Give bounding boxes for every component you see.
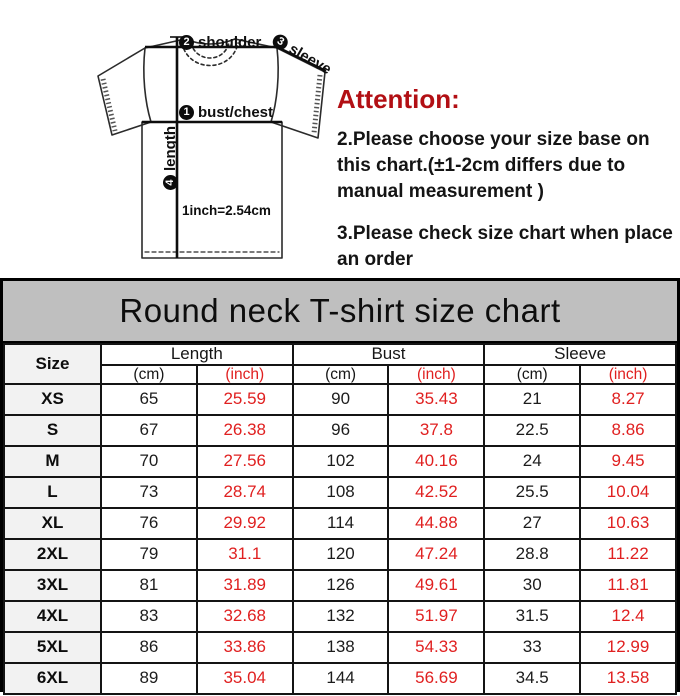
bust-inch-cell: 49.61 xyxy=(388,570,484,601)
length-inch-cell: 28.74 xyxy=(197,477,293,508)
sleeve-cm-cell: 34.5 xyxy=(484,663,580,694)
sleeve-cm-cell: 30 xyxy=(484,570,580,601)
sleeve-inch-cell: 8.86 xyxy=(580,415,676,446)
sleeve-cm-cell: 33 xyxy=(484,632,580,663)
sleeve-cm-cell: 27 xyxy=(484,508,580,539)
circle-number-1: 1 xyxy=(179,105,194,120)
sleeve-inch-cell: 10.04 xyxy=(580,477,676,508)
shoulder-label-text: shoulder xyxy=(198,34,262,51)
size-cell: 2XL xyxy=(4,539,101,570)
length-inch-cell: 29.92 xyxy=(197,508,293,539)
bust-cm-cell: 90 xyxy=(293,384,389,415)
bust-cm-cell: 108 xyxy=(293,477,389,508)
size-cell: 4XL xyxy=(4,601,101,632)
size-table-body xyxy=(4,384,676,694)
sleeve-inch-cell: 10.63 xyxy=(580,508,676,539)
size-cell: M xyxy=(4,446,101,477)
bust-inch-cell: 35.43 xyxy=(388,384,484,415)
attention-heading: Attention: xyxy=(337,84,460,114)
table-row xyxy=(4,570,676,601)
length-inch-cell: 27.56 xyxy=(197,446,293,477)
length-cm-cell: 76 xyxy=(101,508,197,539)
table-row xyxy=(4,601,676,632)
bust-inch-cell: 51.97 xyxy=(388,601,484,632)
bust-cm-cell: 114 xyxy=(293,508,389,539)
table-row xyxy=(4,663,676,694)
sleeve-cm-cell: 25.5 xyxy=(484,477,580,508)
unit-header-bust-cm: (cm) xyxy=(293,365,389,384)
length-inch-cell: 32.68 xyxy=(197,601,293,632)
size-cell: 5XL xyxy=(4,632,101,663)
bust-cm-cell: 138 xyxy=(293,632,389,663)
size-table xyxy=(3,343,677,695)
size-cell: L xyxy=(4,477,101,508)
col-header-length: Length xyxy=(101,344,293,365)
unit-header-sleeve-cm: (cm) xyxy=(484,365,580,384)
length-measure-label xyxy=(161,118,179,198)
col-header-sleeve: Sleeve xyxy=(484,344,676,365)
sleeve-cm-cell: 31.5 xyxy=(484,601,580,632)
length-cm-cell: 70 xyxy=(101,446,197,477)
sleeve-inch-cell: 11.81 xyxy=(580,570,676,601)
sleeve-cm-cell: 28.8 xyxy=(484,539,580,570)
size-table-header xyxy=(4,344,676,384)
bust-inch-cell: 47.24 xyxy=(388,539,484,570)
length-cm-cell: 79 xyxy=(101,539,197,570)
bust-inch-cell: 40.16 xyxy=(388,446,484,477)
table-row xyxy=(4,539,676,570)
circle-number-3: 3 xyxy=(270,32,290,52)
table-row xyxy=(4,477,676,508)
shoulder-measure-label xyxy=(179,34,261,51)
unit-header-length-cm: (cm) xyxy=(101,365,197,384)
sleeve-cm-cell: 22.5 xyxy=(484,415,580,446)
length-cm-cell: 67 xyxy=(101,415,197,446)
sleeve-inch-cell: 13.58 xyxy=(580,663,676,694)
bust-inch-cell: 44.88 xyxy=(388,508,484,539)
length-cm-cell: 83 xyxy=(101,601,197,632)
sleeve-cm-cell: 24 xyxy=(484,446,580,477)
sleeve-inch-cell: 11.22 xyxy=(580,539,676,570)
col-header-bust: Bust xyxy=(293,344,485,365)
length-inch-cell: 33.86 xyxy=(197,632,293,663)
armhole-left xyxy=(144,48,151,122)
unit-header-sleeve-inch: (inch) xyxy=(580,365,676,384)
attention-note-1: 2.Please choose your size base on this chart.(±1-2cm differs due to manual measurement ) xyxy=(337,129,650,203)
length-cm-cell: 73 xyxy=(101,477,197,508)
length-cm-cell: 81 xyxy=(101,570,197,601)
length-label-text: length xyxy=(161,126,179,171)
sleeve-cm-cell: 21 xyxy=(484,384,580,415)
bust-cm-cell: 126 xyxy=(293,570,389,601)
unit-header-length-inch: (inch) xyxy=(197,365,293,384)
table-row xyxy=(4,632,676,663)
bust-label-text: bust/chest xyxy=(198,104,274,121)
sleeve-label-text: sleeve xyxy=(285,40,335,79)
size-cell: S xyxy=(4,415,101,446)
bust-inch-cell: 54.33 xyxy=(388,632,484,663)
table-row xyxy=(4,415,676,446)
tshirt-diagram xyxy=(85,10,340,278)
attention-block xyxy=(337,84,678,288)
bust-inch-cell: 56.69 xyxy=(388,663,484,694)
length-cm-cell: 89 xyxy=(101,663,197,694)
sleeve-inch-cell: 8.27 xyxy=(580,384,676,415)
bust-cm-cell: 132 xyxy=(293,601,389,632)
table-row xyxy=(4,446,676,477)
circle-number-2: 2 xyxy=(179,35,194,50)
circle-number-4: 4 xyxy=(163,175,178,190)
bust-inch-cell: 42.52 xyxy=(388,477,484,508)
sleeve-inch-cell: 12.99 xyxy=(580,632,676,663)
scale-note: 1inch=2.54cm xyxy=(182,203,271,218)
size-cell: 6XL xyxy=(4,663,101,694)
bust-measure-label xyxy=(179,104,273,121)
table-row xyxy=(4,508,676,539)
table-row xyxy=(4,384,676,415)
length-inch-cell: 26.38 xyxy=(197,415,293,446)
size-chart-section xyxy=(0,278,680,692)
bust-cm-cell: 102 xyxy=(293,446,389,477)
sleeve-inch-cell: 12.4 xyxy=(580,601,676,632)
chart-title: Round neck T-shirt size chart xyxy=(3,281,677,343)
size-cell: 3XL xyxy=(4,570,101,601)
attention-note-2: 3.Please check size chart when place an order xyxy=(337,222,673,270)
length-cm-cell: 86 xyxy=(101,632,197,663)
bust-cm-cell: 120 xyxy=(293,539,389,570)
size-cell: XL xyxy=(4,508,101,539)
size-cell: XS xyxy=(4,384,101,415)
unit-header-bust-inch: (inch) xyxy=(388,365,484,384)
bust-cm-cell: 144 xyxy=(293,663,389,694)
length-inch-cell: 25.59 xyxy=(197,384,293,415)
length-cm-cell: 65 xyxy=(101,384,197,415)
length-inch-cell: 31.1 xyxy=(197,539,293,570)
length-inch-cell: 31.89 xyxy=(197,570,293,601)
length-inch-cell: 35.04 xyxy=(197,663,293,694)
sleeve-inch-cell: 9.45 xyxy=(580,446,676,477)
bust-inch-cell: 37.8 xyxy=(388,415,484,446)
col-header-size: Size xyxy=(4,344,101,384)
bust-cm-cell: 96 xyxy=(293,415,389,446)
